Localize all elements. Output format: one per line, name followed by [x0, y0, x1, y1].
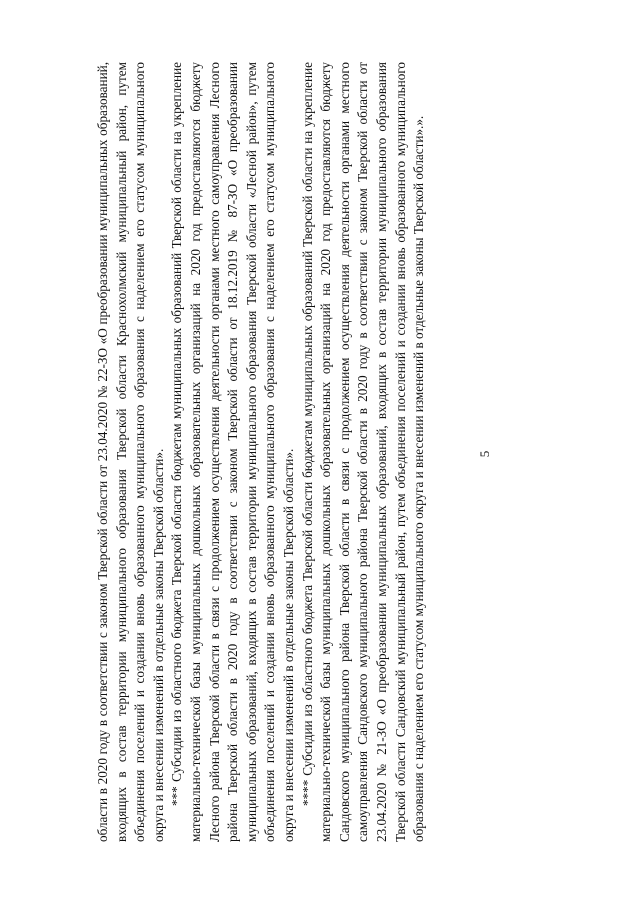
- paragraph-continuation: области в 2020 году в соответствии с законом Тверской области от 23.04.2020 № 22-ЗО «О преобразовании муниципальных образований, входящих в состав территории муниципального образования Тверской области Краснохолмский муниципальный район, путем объединения поселений и создании вновь образованного муниципального образования с наделением его статусом муниципального округа и внесении изменений в отдельные законы Тверской области».: [95, 62, 166, 842]
- document-body: [94, 62, 434, 842]
- footnote-quadruple-asterisk: **** Субсидии из областного бюджета Тверской области бюджетам муниципальных образований Тверской области на укрепление материально-технической базы муниципальных дошкольных образовательных организаций на 2020 год предоставляются бюджету Сандовского муниципального района Тверской области в связи с продолжением осуществления деятельности органами местного самоуправления Сандовского муниципального района Тверской области в 2020 году в соответствии с законом Тверской области от 23.04.2020 № 21-ЗО «О преобразовании муниципальных образований, входящих в состав территории муниципального образования Тверской области Сандовский муниципальный район, путем объединения поселений и создании вновь образованного муниципального образования с наделением его статусом муниципального округа и внесении изменений в отдельные законы Тверской области».».: [299, 62, 427, 842]
- page-number: 5: [477, 450, 492, 458]
- footnote-triple-asterisk: *** Субсидии из областного бюджета Тверской области бюджетам муниципальных образований Тверской области на укрепление материально-технической базы муниципальных дошкольных образовательных организаций на 2020 год предоставляются бюджету Лесного района Тверской области в связи с продолжением осуществления деятельности органами местного самоуправления Лесного района Тверской области в 2020 году в соответствии с законом Тверской области от 18.12.2019 № 87-ЗО «О преобразовании муниципальных образований, входящих в состав территории муниципального образования Тверской области «Лесной район», путем объединения поселений и создании вновь образованного муниципального образования с наделением его статусом муниципального округа и внесении изменений в отдельные законы Тверской области».: [169, 62, 296, 842]
